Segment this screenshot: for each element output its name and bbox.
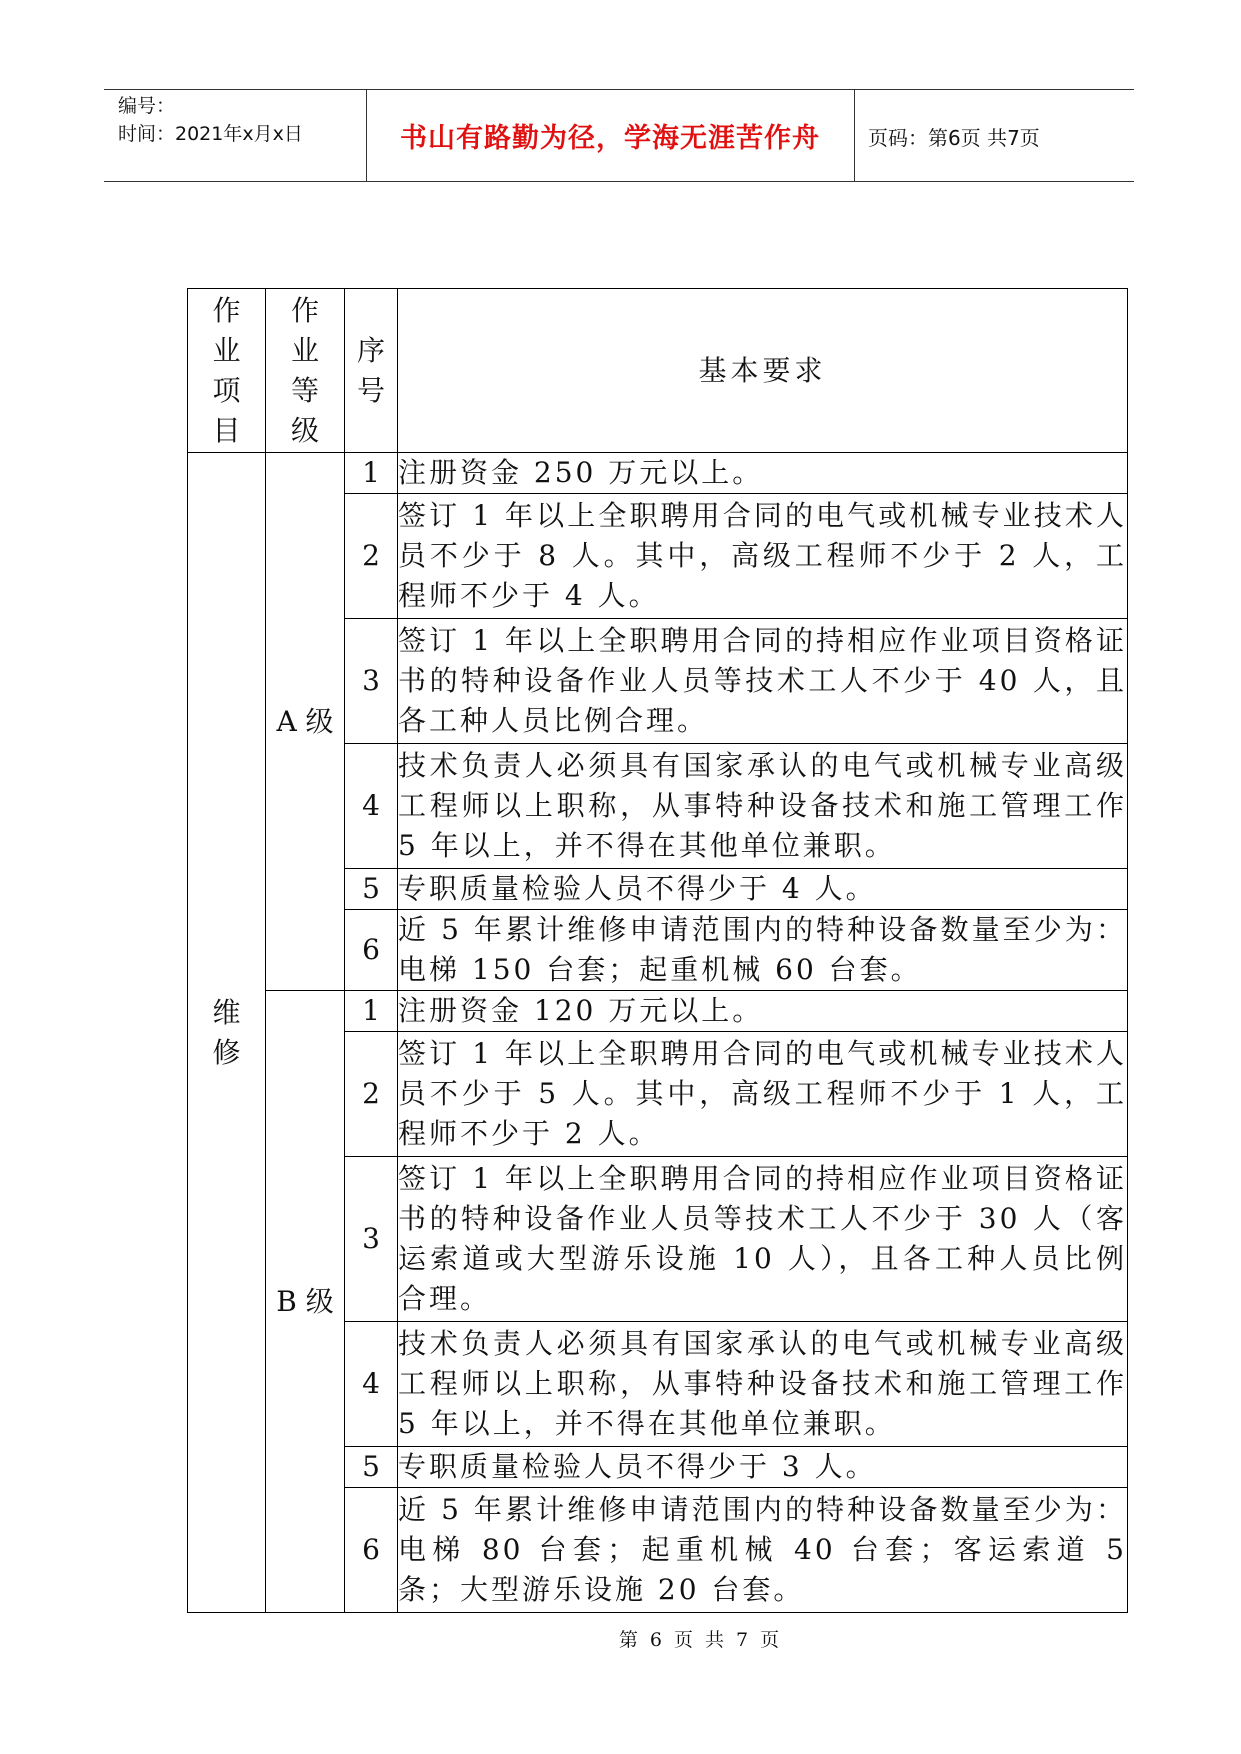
- table-row: [188, 991, 1128, 1032]
- table-row: [188, 453, 1128, 494]
- time-label: 时间：2021年x月x日: [118, 123, 303, 145]
- requirement-text: 签订 1 年以上全职聘用合同的电气或机械专业技术人员不少于 8 人。其中，高级工程师不少于 2 人，工程师不少于 4 人。: [398, 494, 1128, 619]
- header-bottom-rule: [104, 181, 1134, 182]
- header-page-label: 页码：第6页 共7页: [868, 126, 1040, 150]
- requirement-text: 技术负责人必须具有国家承认的电气或机械专业高级工程师以上职称，从事特种设备技术和施工管理工作 5 年以上，并不得在其他单位兼职。: [398, 1322, 1128, 1447]
- serial-label: 编号：: [118, 95, 176, 117]
- requirement-text: 签订 1 年以上全职聘用合同的持相应作业项目资格证书的特种设备作业人员等技术工人不少于 30 人（客运索道或大型游乐设施 10 人），且各工种人员比例合理。: [398, 1157, 1128, 1322]
- header-item-char: 目: [212, 413, 241, 447]
- header-item-char: 项: [212, 373, 241, 407]
- row-number: 1: [345, 991, 398, 1032]
- item-name-char: 修: [212, 1035, 241, 1069]
- header-no-char: 号: [356, 373, 385, 407]
- item-name-cell: [188, 453, 266, 1613]
- row-number: 5: [345, 1447, 398, 1488]
- requirement-text: 专职质量检验人员不得少于 3 人。: [398, 1447, 1128, 1488]
- header-item-char: 业: [212, 333, 241, 367]
- row-number: 4: [345, 744, 398, 869]
- requirements-table: [187, 288, 1128, 1613]
- header-grade-char: 等: [290, 373, 319, 407]
- row-number: 6: [345, 910, 398, 991]
- row-number: 5: [345, 869, 398, 910]
- grade-cell: B 级: [266, 991, 345, 1613]
- header-no: [345, 289, 398, 453]
- row-number: 6: [345, 1488, 398, 1613]
- header-grade: [266, 289, 345, 453]
- header-grade-char: 业: [290, 333, 319, 367]
- header-info: [118, 92, 303, 148]
- requirement-text: 专职质量检验人员不得少于 4 人。: [398, 869, 1128, 910]
- requirement-text: 近 5 年累计维修申请范围内的特种设备数量至少为：电梯 80 台套；起重机械 40 台套；客运索道 5 条；大型游乐设施 20 台套。: [398, 1488, 1128, 1613]
- header-divider-right: [854, 89, 855, 181]
- requirement-text: 注册资金 250 万元以上。: [398, 453, 1128, 494]
- row-number: 2: [345, 494, 398, 619]
- item-name-char: 维: [212, 995, 241, 1029]
- row-number: 3: [345, 1157, 398, 1322]
- requirement-text: 签订 1 年以上全职聘用合同的电气或机械专业技术人员不少于 5 人。其中，高级工程师不少于 1 人，工程师不少于 2 人。: [398, 1032, 1128, 1157]
- row-number: 1: [345, 453, 398, 494]
- header-item-char: 作: [212, 293, 241, 327]
- requirement-text: 注册资金 120 万元以上。: [398, 991, 1128, 1032]
- requirement-text: 近 5 年累计维修申请范围内的特种设备数量至少为：电梯 150 台套；起重机械 60 台套。: [398, 910, 1128, 991]
- header-motto: 书山有路勤为径，学海无涯苦作舟: [400, 123, 820, 154]
- header-item: [188, 289, 266, 453]
- table-header-row: [188, 289, 1128, 453]
- row-number: 3: [345, 619, 398, 744]
- header-grade-char: 作: [290, 293, 319, 327]
- header-top-rule: [104, 89, 1134, 90]
- requirement-text: 签订 1 年以上全职聘用合同的持相应作业项目资格证书的特种设备作业人员等技术工人不少于 40 人，且各工种人员比例合理。: [398, 619, 1128, 744]
- row-number: 4: [345, 1322, 398, 1447]
- header-requirement: 基本要求: [398, 289, 1128, 453]
- requirement-text: 技术负责人必须具有国家承认的电气或机械专业高级工程师以上职称，从事特种设备技术和施工管理工作 5 年以上，并不得在其他单位兼职。: [398, 744, 1128, 869]
- page-footer: 第 6 页 共 7 页: [618, 1629, 783, 1651]
- grade-cell: A 级: [266, 453, 345, 991]
- header-grade-char: 级: [290, 413, 319, 447]
- row-number: 2: [345, 1032, 398, 1157]
- header-no-char: 序: [356, 333, 385, 367]
